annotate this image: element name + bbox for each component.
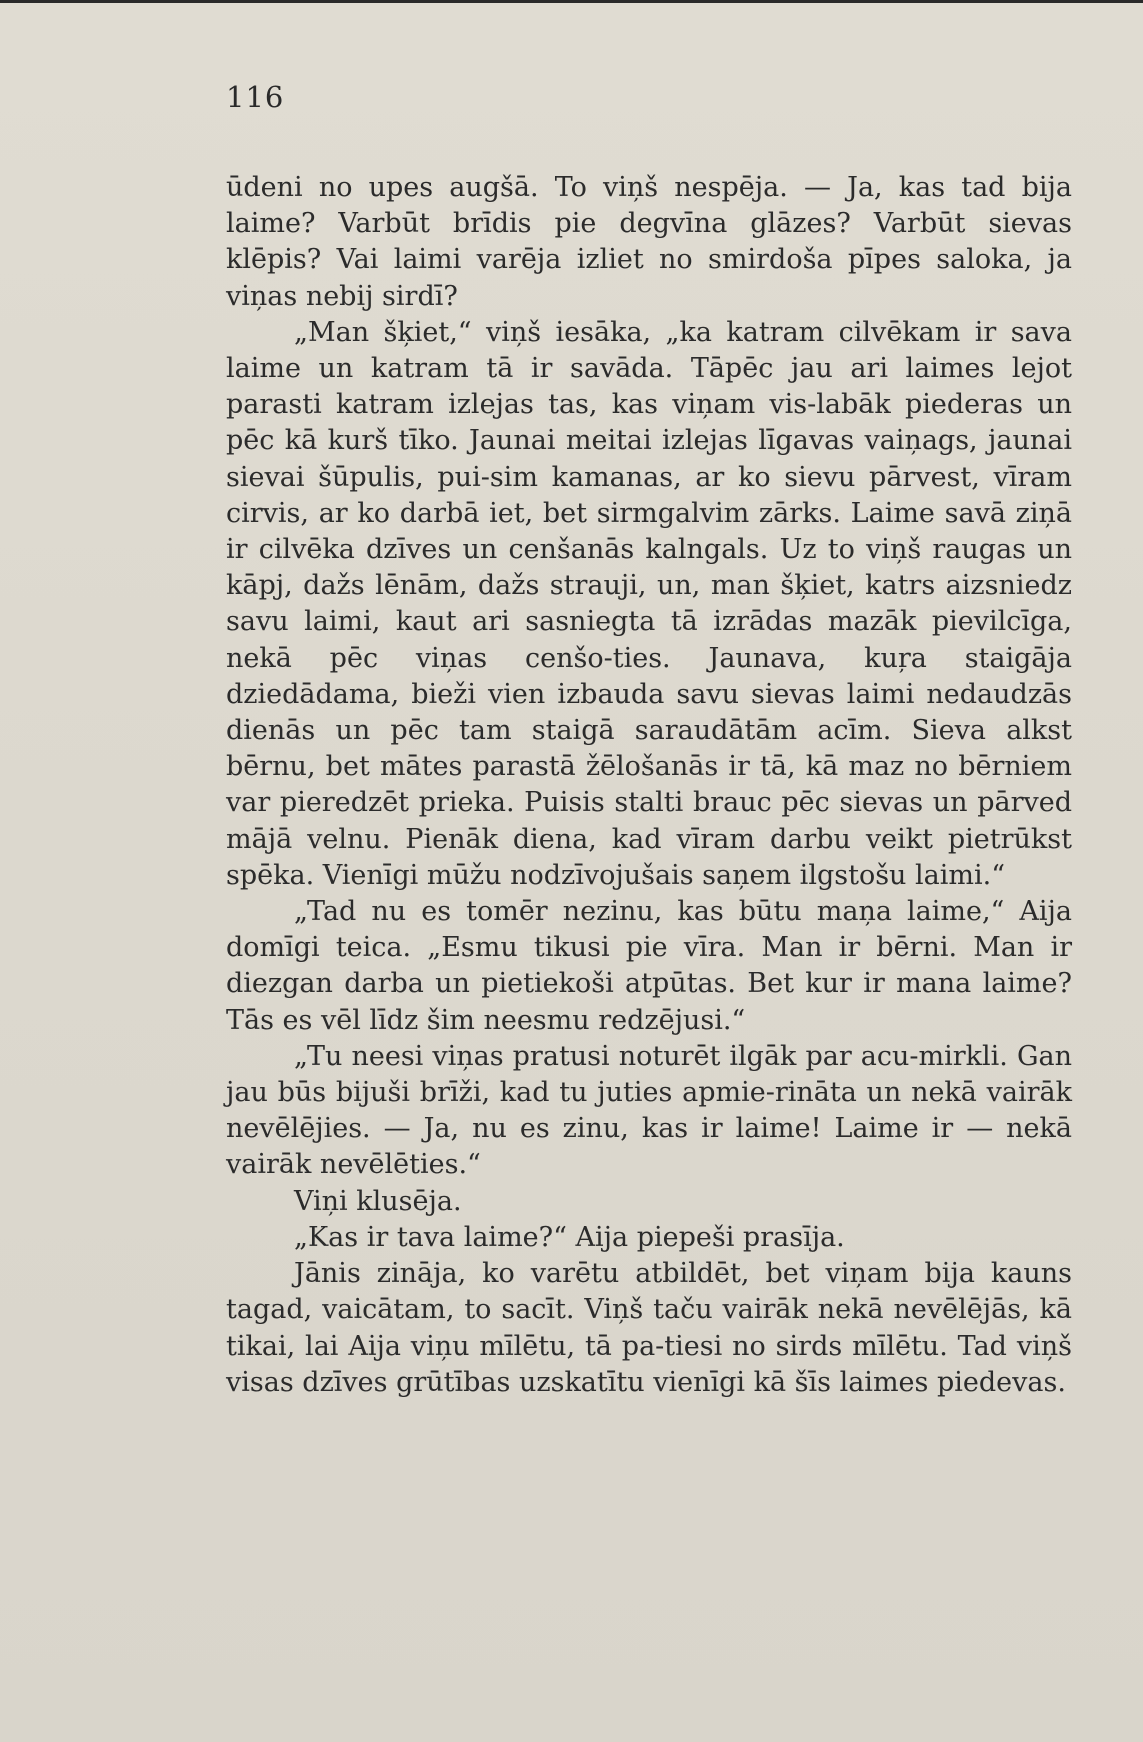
paragraph-3: „Tad nu es tomēr nezinu, kas būtu maņa laime,“ Aija domīgi teica. „Esmu tikusi pie vīra. Man ir bērni. Man ir diezgan darba un pietiekoši atpūtas. Bet kur ir mana laime? Tās es vēl līdz šim neesmu redzējusi.“ [226, 896, 1072, 1036]
paragraph-2: „Man šķiet,“ viņš iesāka, „ka katram cilvēkam ir sava laime un katram tā ir savāda. Tāpēc jau ari laimes lejot parasti katram izlejas tas, kas viņam vis-labāk piederas un pēc kā kurš tīko. Jaunai meitai izlejas līgavas vaiņags, jaunai sievai šūpulis, pui-sim kamanas, ar ko sievu pārvest, vīram cirvis, ar ko darbā iet, bet sirmgalvim zārks. Laime savā ziņā ir cilvēka dzīves un cenšanās kalngals. Uz to viņš raugas un kāpj, dažs lēnām, dažs strauji, un, man šķiet, katrs aizsniedz savu laimi, kaut ari sasniegta tā izrādas mazāk pievilcīga, nekā pēc viņas cenšo-ties. Jaunava, kuŗa staigāja dziedādama, bieži vien izbauda savu sievas laimi nedaudzās dienās un pēc tam staigā saraudātām acīm. Sieva alkst bērnu, bet mātes parastā žēlošanās ir tā, kā maz no bērniem var pieredzēt prieka. Puisis stalti brauc pēc sievas un pārved mājā velnu. Pienāk diena, kad vīram darbu veikt pietrūkst spēka. Vienīgi mūžu nodzīvojušais saņem ilgstošu laimi.“ [226, 316, 1072, 891]
paragraph-1: ūdeni no upes augšā. To viņš nespēja. — Ja, kas tad bija laime? Varbūt brīdis pie degvīna glāzes? Varbūt sievas klēpis? Vai laimi varēja izliet no smirdoša pīpes saloka, ja viņas nebij sirdī? [226, 172, 1072, 312]
paragraph-7: Jānis zināja, ko varētu atbildēt, bet viņam bija kauns tagad, vaicātam, to sacīt. Viņš taču vairāk nekā nevēlējās, kā tikai, lai Aija viņu mīlētu, tā pa-tiesi no sirds mīlētu. Tad viņš visas dzīves grūtības uzskatītu vienīgi kā šīs laimes piedevas. [226, 1258, 1072, 1398]
paragraph-6: „Kas ir tava laime?“ Aija piepeši prasīja. [294, 1221, 845, 1253]
paragraph-4: „Tu neesi viņas pratusi noturēt ilgāk par acu-mirkli. Gan jau būs bijuši brīži, kad tu juties apmie-rināta un nekā vairāk nevēlējies. — Ja, nu es zinu, kas ir laime! Laime ir — nekā vairāk nevēlēties.“ [226, 1040, 1072, 1181]
page-number: 116 [226, 80, 285, 114]
paragraph-5: Viņi klusēja. [294, 1185, 462, 1217]
page-top-edge [0, 0, 1143, 3]
body-text [226, 170, 1072, 1401]
